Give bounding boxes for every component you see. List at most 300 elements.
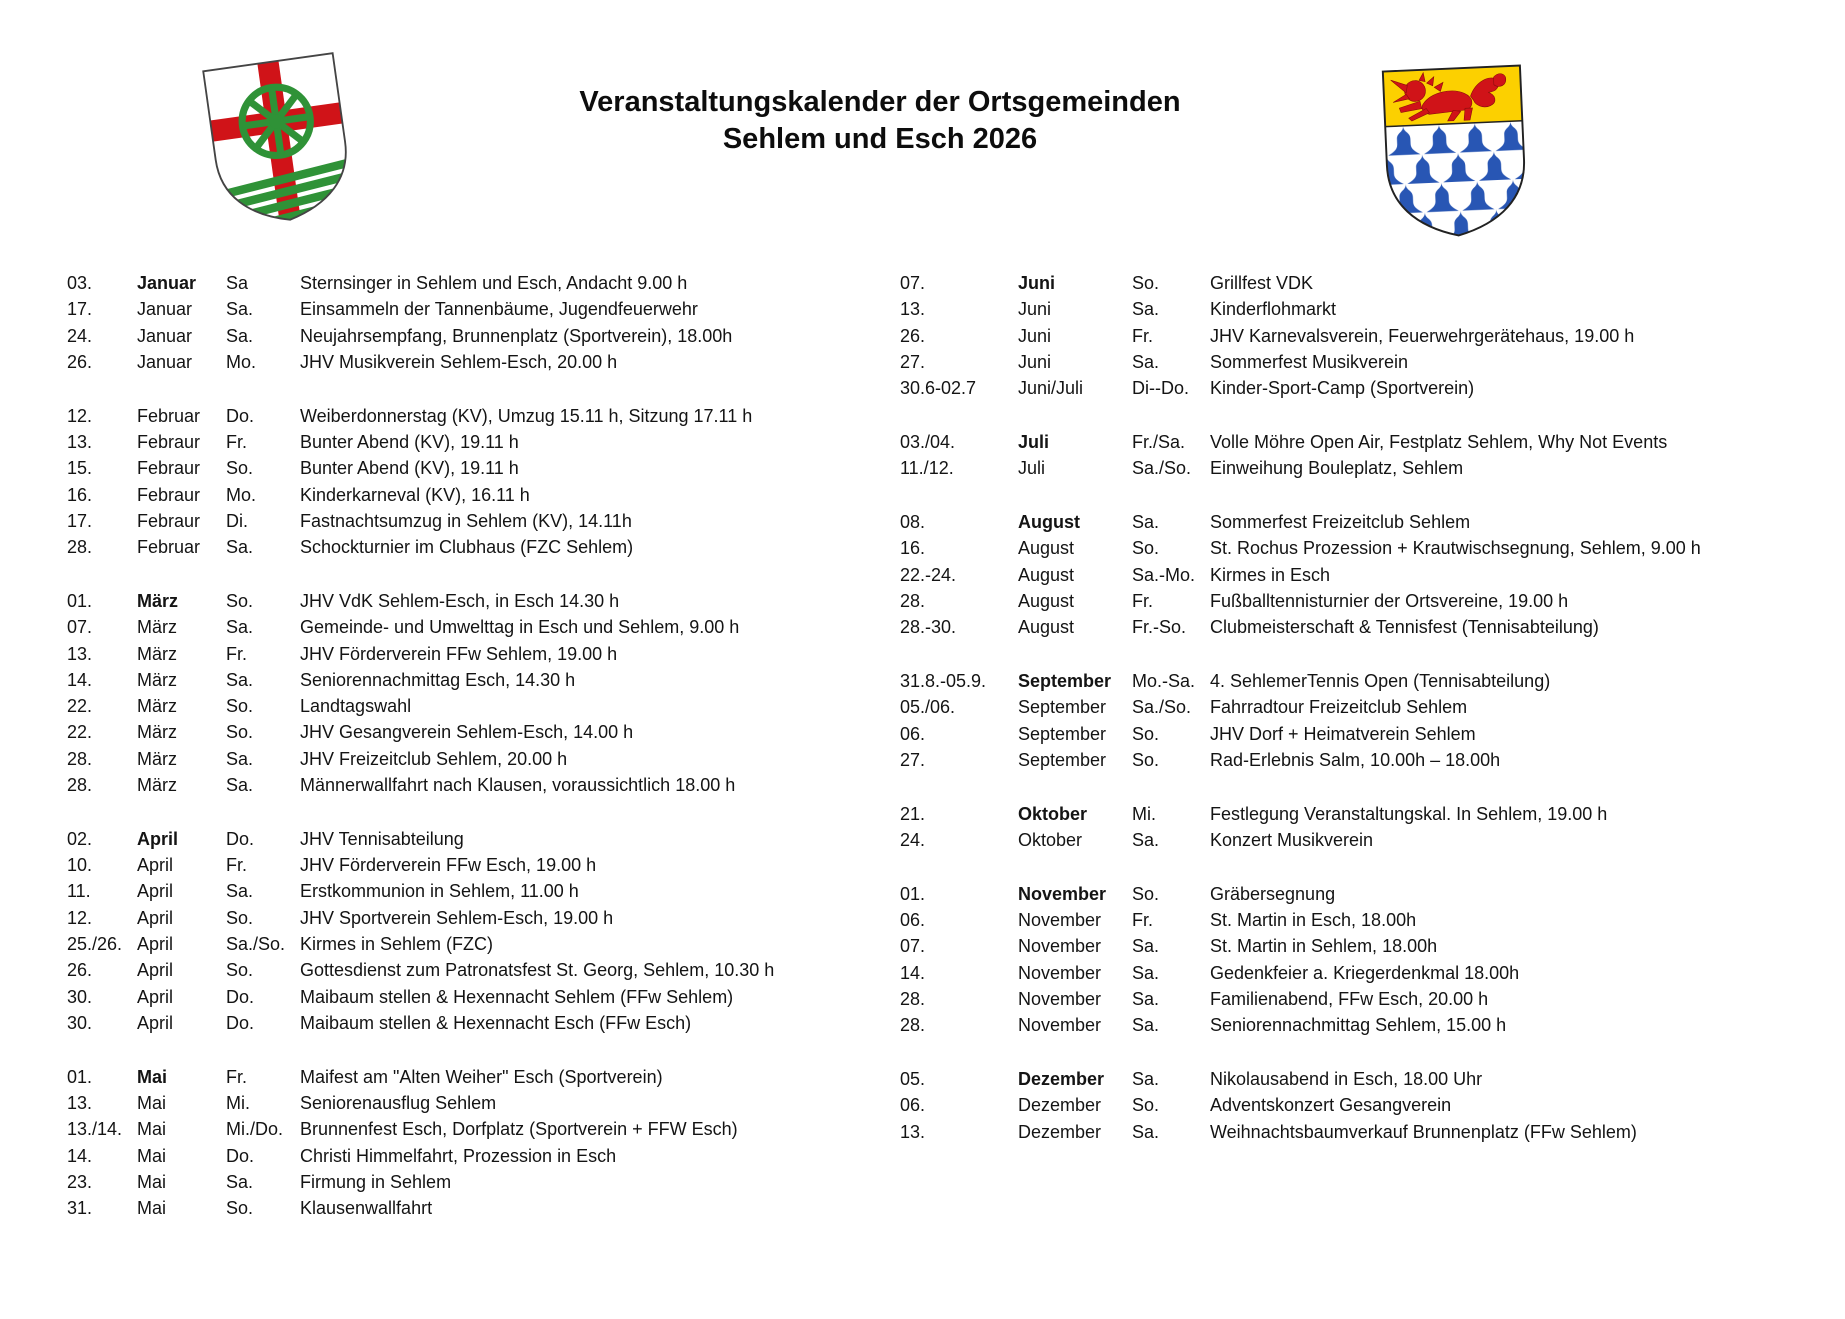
event-event: JHV VdK Sehlem-Esch, in Esch 14.30 h [300,590,620,611]
event-month: Oktober [1018,830,1083,851]
event-day: Fr. [1132,325,1153,346]
calendar-row [67,296,857,322]
event-month: November [1018,989,1102,1010]
event-date: 28.-30. [900,617,957,638]
event-month: März [137,643,177,664]
calendar-row [67,826,857,852]
event-date: 28. [67,748,93,769]
event-day: Sa. [1132,989,1160,1010]
event-month: November [1018,1015,1102,1036]
calendar-row [900,349,1840,375]
event-date: 13. [67,1093,93,1114]
event-date: 13. [900,1121,926,1142]
month-group [900,509,1840,640]
event-event: 4. SehlemerTennis Open (Tennisabteilung) [1210,671,1551,692]
event-date: 27. [900,351,926,372]
event-event: Gedenkfeier a. Kriegerdenkmal 18.00h [1210,962,1520,983]
event-month: Januar [137,351,193,372]
calendar-column-right [900,270,1840,1173]
page-title-line1: Veranstaltungskalender der Ortsgemeinden [579,86,1181,118]
event-event: Christi Himmelfahrt, Prozession in Esch [300,1145,617,1166]
event-event: JHV Förderverein FFw Esch, 19.00 h [300,855,597,876]
event-month: September [1018,723,1107,744]
event-event: Schockturnier im Clubhaus (FZC Sehlem) [300,537,634,558]
event-month: Januar [137,325,193,346]
event-month: Oktober [1018,803,1088,824]
event-event: Einsammeln der Tannenbäume, Jugendfeuerwehr [300,299,698,320]
event-date: 21. [900,803,926,824]
month-group [900,1066,1840,1145]
event-event: Festlegung Veranstaltungskal. In Sehlem, 19.00 h [1210,803,1608,824]
event-date: 03. [67,273,93,293]
event-month: Juni [1018,325,1052,346]
event-date: 10. [67,855,93,876]
calendar-row [900,1119,1840,1145]
calendar-row [67,482,857,508]
calendar-row [900,747,1840,773]
event-day: So. [1132,1095,1160,1116]
event-date: 27. [900,749,926,770]
event-date: 17. [67,510,93,531]
event-day: Do. [226,828,255,849]
calendar-row [900,960,1840,986]
event-date: 16. [67,484,93,505]
event-date: 15. [67,458,93,479]
event-month: Februar [137,405,201,426]
event-date: 05./06. [900,697,956,718]
calendar-row [900,1012,1840,1038]
event-day: Do. [226,405,255,426]
event-day: Sa./So. [1132,458,1192,479]
calendar-row [67,878,857,904]
month-group [900,429,1840,482]
event-date: 07. [900,273,926,293]
event-event: Männerwallfahrt nach Klausen, voraussichtlich 18.00 h [300,775,736,796]
event-event: Bunter Abend (KV), 19.11 h [300,431,519,452]
event-day: Fr.-So. [1132,617,1187,638]
event-month: Juli [1018,458,1046,479]
calendar-row [67,1064,857,1090]
event-date: 22. [67,696,93,717]
event-event: JHV Freizeitclub Sehlem, 20.00 h [300,748,568,769]
event-date: 28. [67,775,93,796]
event-event: Gottesdienst zum Patronatsfest St. Georg, Sehlem, 10.30 h [300,960,775,981]
event-date: 23. [67,1171,93,1192]
event-month: September [1018,749,1107,770]
event-date: 24. [900,830,926,851]
event-day: Sa. [1132,1015,1160,1036]
event-date: 01. [67,590,93,611]
calendar-row [67,931,857,957]
event-day: So. [226,960,254,981]
event-date: 22. [67,722,93,743]
event-month: Februar [137,537,201,558]
event-date: 28. [67,537,93,558]
calendar-row [67,508,857,534]
event-month: Febraur [137,431,201,452]
event-date: 05. [900,1069,926,1090]
event-month: März [137,669,177,690]
event-month: März [137,617,177,638]
event-event: Bunter Abend (KV), 19.11 h [300,458,519,479]
month-group [67,270,857,375]
month-group [67,403,857,561]
calendar-row [67,588,857,614]
event-date: 28. [900,989,926,1010]
calendar-row [900,455,1840,481]
calendar-row [900,509,1840,535]
event-date: 28. [900,1015,926,1036]
event-date: 30.6-02.7 [900,378,977,399]
event-event: Kirmes in Esch [1210,564,1331,585]
event-month: September [1018,697,1107,718]
event-month: April [137,934,174,955]
event-event: Grillfest VDK [1210,273,1314,293]
event-date: 17. [67,299,93,320]
event-event: Volle Möhre Open Air, Festplatz Sehlem, Why Not Events [1210,431,1668,452]
event-month: Febraur [137,458,201,479]
calendar-column-left [67,270,857,1249]
event-day: Sa. [226,775,254,796]
event-month: Juni [1018,299,1052,320]
event-event: St. Martin in Esch, 18.00h [1210,910,1417,931]
event-event: Konzert Musikverein [1210,830,1374,851]
calendar-row [67,957,857,983]
event-day: Sa. [1132,512,1160,533]
month-group [900,270,1840,401]
event-month: April [137,907,174,928]
event-day: Fr./Sa. [1132,431,1186,452]
calendar-row [67,746,857,772]
calendar-row [67,719,857,745]
event-day: Sa. [226,617,254,638]
event-day: Sa./So. [1132,697,1192,718]
event-day: Sa. [226,881,254,902]
event-event: JHV Dorf + Heimatverein Sehlem [1210,723,1476,744]
event-month: April [137,986,174,1007]
event-day: So. [1132,883,1160,904]
event-event: Kinder-Sport-Camp (Sportverein) [1210,378,1475,399]
calendar-row [900,933,1840,959]
event-event: Kirmes in Sehlem (FZC) [300,934,494,955]
event-date: 11. [67,881,91,902]
event-event: Fußballtennisturnier der Ortsvereine, 19.00 h [1210,590,1569,611]
event-date: 07. [67,617,93,638]
event-day: So. [226,590,254,611]
month-group [67,588,857,798]
event-date: 24. [67,325,93,346]
event-day: So. [226,722,254,743]
event-month: Januar [137,299,193,320]
calendar-row [900,668,1840,694]
event-month: Mai [137,1066,168,1087]
month-group [67,826,857,1036]
event-event: Klausenwallfahrt [300,1198,433,1219]
calendar-row [900,270,1840,296]
event-date: 02. [67,828,93,849]
event-day: Fr. [226,431,247,452]
event-day: Sa. [1132,299,1160,320]
event-month: November [1018,962,1102,983]
calendar-row [900,375,1840,401]
event-month: April [137,855,174,876]
event-day: Sa [226,273,249,293]
event-date: 06. [900,723,926,744]
event-event: Rad-Erlebnis Salm, 10.00h – 18.00h [1210,749,1501,770]
event-date: 12. [67,907,93,928]
event-month: November [1018,883,1107,904]
event-event: Kinderflohmarkt [1210,299,1337,320]
event-month: April [137,828,179,849]
page-title-line2: Sehlem und Esch 2026 [722,123,1038,155]
event-day: Mo. [226,484,257,505]
calendar-row [67,403,857,429]
event-month: Juni [1018,273,1056,293]
calendar-row [900,588,1840,614]
event-day: So. [1132,749,1160,770]
event-date: 16. [900,538,926,559]
calendar-row [67,984,857,1010]
event-date: 03./04. [900,431,956,452]
calendar-row [67,667,857,693]
calendar-row [900,429,1840,455]
calendar-row [900,721,1840,747]
event-event: Maibaum stellen & Hexennacht Esch (FFw Esch) [300,1012,692,1033]
calendar-row [67,1116,857,1142]
event-day: So. [226,907,254,928]
calendar-row [900,535,1840,561]
event-day: Fr. [1132,910,1153,931]
event-event: JHV Förderverein FFw Sehlem, 19.00 h [300,643,618,664]
event-date: 01. [900,883,926,904]
event-day: So. [1132,723,1160,744]
event-date: 30. [67,1012,93,1033]
calendar-row [900,801,1840,827]
calendar-row [67,772,857,798]
calendar-row [67,1143,857,1169]
month-group [900,801,1840,854]
event-day: Mo.-Sa. [1132,671,1196,692]
event-month: März [137,775,177,796]
event-event: Maifest am "Alten Weiher" Esch (Sportverein) [300,1066,663,1087]
event-event: Seniorennachmittag Esch, 14.30 h [300,669,576,690]
event-date: 11./12. [900,458,954,479]
event-event: Familienabend, FFw Esch, 20.00 h [1210,989,1489,1010]
event-month: März [137,590,179,611]
event-month: Mai [137,1145,167,1166]
calendar-row [900,562,1840,588]
event-date: 06. [900,1095,926,1116]
calendar-row [67,1090,857,1116]
event-event: Seniorennachmittag Sehlem, 15.00 h [1210,1015,1507,1036]
event-day: Do. [226,986,255,1007]
event-event: Maibaum stellen & Hexennacht Sehlem (FFw Sehlem) [300,986,734,1007]
event-month: April [137,1012,174,1033]
event-day: Mi./Do. [226,1119,284,1140]
event-event: Sternsinger in Sehlem und Esch, Andacht 9.00 h [300,273,688,293]
event-event: Seniorenausflug Sehlem [300,1093,497,1114]
event-month: Juni [1018,351,1052,372]
event-event: Sommerfest Freizeitclub Sehlem [1210,512,1471,533]
event-day: Sa. [1132,1121,1160,1142]
event-day: Sa. [1132,962,1160,983]
event-month: November [1018,936,1102,957]
event-event: St. Martin in Sehlem, 18.00h [1210,936,1438,957]
event-event: Firmung in Sehlem [300,1171,452,1192]
calendar-row [900,827,1840,853]
month-group [67,1064,857,1222]
event-event: Landtagswahl [300,696,412,717]
event-day: Mi. [1132,803,1156,824]
event-day: Sa. [1132,936,1160,957]
event-date: 06. [900,910,926,931]
event-month: Juli [1018,431,1050,452]
event-day: Do. [226,1012,255,1033]
calendar-row [67,852,857,878]
event-event: Kinderkarneval (KV), 16.11 h [300,484,530,505]
event-day: Mi. [226,1093,250,1114]
event-day: So. [226,458,254,479]
event-day: Sa. [226,669,254,690]
event-date: 01. [67,1066,93,1087]
calendar-row [67,534,857,560]
event-date: 30. [67,986,93,1007]
event-date: 13. [67,431,93,452]
event-month: April [137,960,174,981]
event-event: Brunnenfest Esch, Dorfplatz (Sportverein + FFW Esch) [300,1119,738,1140]
calendar-row [900,296,1840,322]
event-month: Febraur [137,484,201,505]
event-date: 31. [67,1198,93,1219]
event-date: 08. [900,512,926,533]
event-date: 13. [900,299,926,320]
event-event: Erstkommunion in Sehlem, 11.00 h [300,881,579,902]
event-day: Sa. [226,748,254,769]
event-day: So. [1132,273,1160,293]
event-date: 14. [67,1145,93,1166]
event-event: Weiberdonnerstag (KV), Umzug 15.11 h, Sitzung 17.11 h [300,405,753,426]
event-day: Fr. [226,643,247,664]
calendar-row [900,907,1840,933]
event-day: So. [226,1198,254,1219]
event-day: So. [226,696,254,717]
event-event: Gemeinde- und Umwelttag in Esch und Sehlem, 9.00 h [300,617,740,638]
calendar-row [900,694,1840,720]
event-date: 31.8.-05.9. [900,671,987,692]
event-month: August [1018,538,1075,559]
event-day: Sa. [226,537,254,558]
event-month: November [1018,910,1102,931]
calendar-row [67,1195,857,1221]
event-date: 07. [900,936,926,957]
event-month: März [137,722,177,743]
event-event: Gräbersegnung [1210,883,1336,904]
calendar-row [67,693,857,719]
event-date: 28. [900,590,926,611]
event-event: JHV Sportverein Sehlem-Esch, 19.00 h [300,907,614,928]
event-event: Weihnachtsbaumverkauf Brunnenplatz (FFw Sehlem) [1210,1121,1637,1142]
event-day: Sa.-Mo. [1132,564,1196,585]
calendar-row [67,270,857,296]
event-month: August [1018,590,1075,611]
month-group [900,668,1840,773]
event-event: Nikolausabend in Esch, 18.00 Uhr [1210,1069,1483,1090]
event-month: Juni/Juli [1018,378,1084,399]
event-day: Mo. [226,351,257,372]
event-date: 12. [67,405,93,426]
event-day: Do. [226,1145,255,1166]
event-month: März [137,748,177,769]
event-event: Neujahrsempfang, Brunnenplatz (Sportverein), 18.00h [300,325,733,346]
event-date: 26. [900,325,926,346]
event-day: Sa. [226,299,254,320]
event-month: August [1018,564,1075,585]
event-date: 13. [67,643,93,664]
event-month: Dezember [1018,1121,1102,1142]
event-day: Sa./So. [226,934,286,955]
event-day: Fr. [226,855,247,876]
calendar-row [67,429,857,455]
event-month: September [1018,671,1112,692]
event-day: Sa. [1132,351,1160,372]
event-date: 26. [67,960,93,981]
event-date: 14. [67,669,93,690]
event-month: Febraur [137,510,201,531]
calendar-row [900,1092,1840,1118]
event-month: Januar [137,273,197,293]
event-day: Sa. [1132,1069,1160,1090]
event-day: Sa. [226,1171,254,1192]
event-month: Dezember [1018,1095,1102,1116]
event-day: Sa. [226,325,254,346]
calendar-row [900,881,1840,907]
event-event: Sommerfest Musikverein [1210,351,1409,372]
calendar-row [67,455,857,481]
event-event: Adventskonzert Gesangverein [1210,1095,1452,1116]
event-date: 26. [67,351,93,372]
event-date: 14. [900,962,926,983]
event-event: JHV Tennisabteilung [300,828,464,849]
event-event: Einweihung Bouleplatz, Sehlem [1210,458,1464,479]
event-date: 22.-24. [900,564,957,585]
event-day: So. [1132,538,1160,559]
event-month: August [1018,512,1080,533]
calendar-row [67,614,857,640]
calendar-row [900,323,1840,349]
sehlem-coat-of-arms-icon [197,47,361,235]
event-month: Mai [137,1119,167,1140]
calendar-row [900,986,1840,1012]
calendar-row [900,1066,1840,1092]
calendar-row [67,1010,857,1036]
calendar-row [67,905,857,931]
event-event: JHV Musikverein Sehlem-Esch, 20.00 h [300,351,618,372]
event-event: Fahrradtour Freizeitclub Sehlem [1210,697,1468,718]
event-month: März [137,696,177,717]
calendar-row [67,349,857,375]
page-title [370,84,1390,158]
event-date: 25./26. [67,934,123,955]
event-day: Sa. [1132,830,1160,851]
event-month: April [137,881,174,902]
event-day: Fr. [226,1066,247,1087]
calendar-row [67,1169,857,1195]
event-event: JHV Gesangverein Sehlem-Esch, 14.00 h [300,722,634,743]
calendar-row [900,614,1840,640]
event-event: Clubmeisterschaft & Tennisfest (Tennisabteilung) [1210,617,1599,638]
event-day: Di. [226,510,248,531]
esch-coat-of-arms-icon [1376,61,1534,243]
